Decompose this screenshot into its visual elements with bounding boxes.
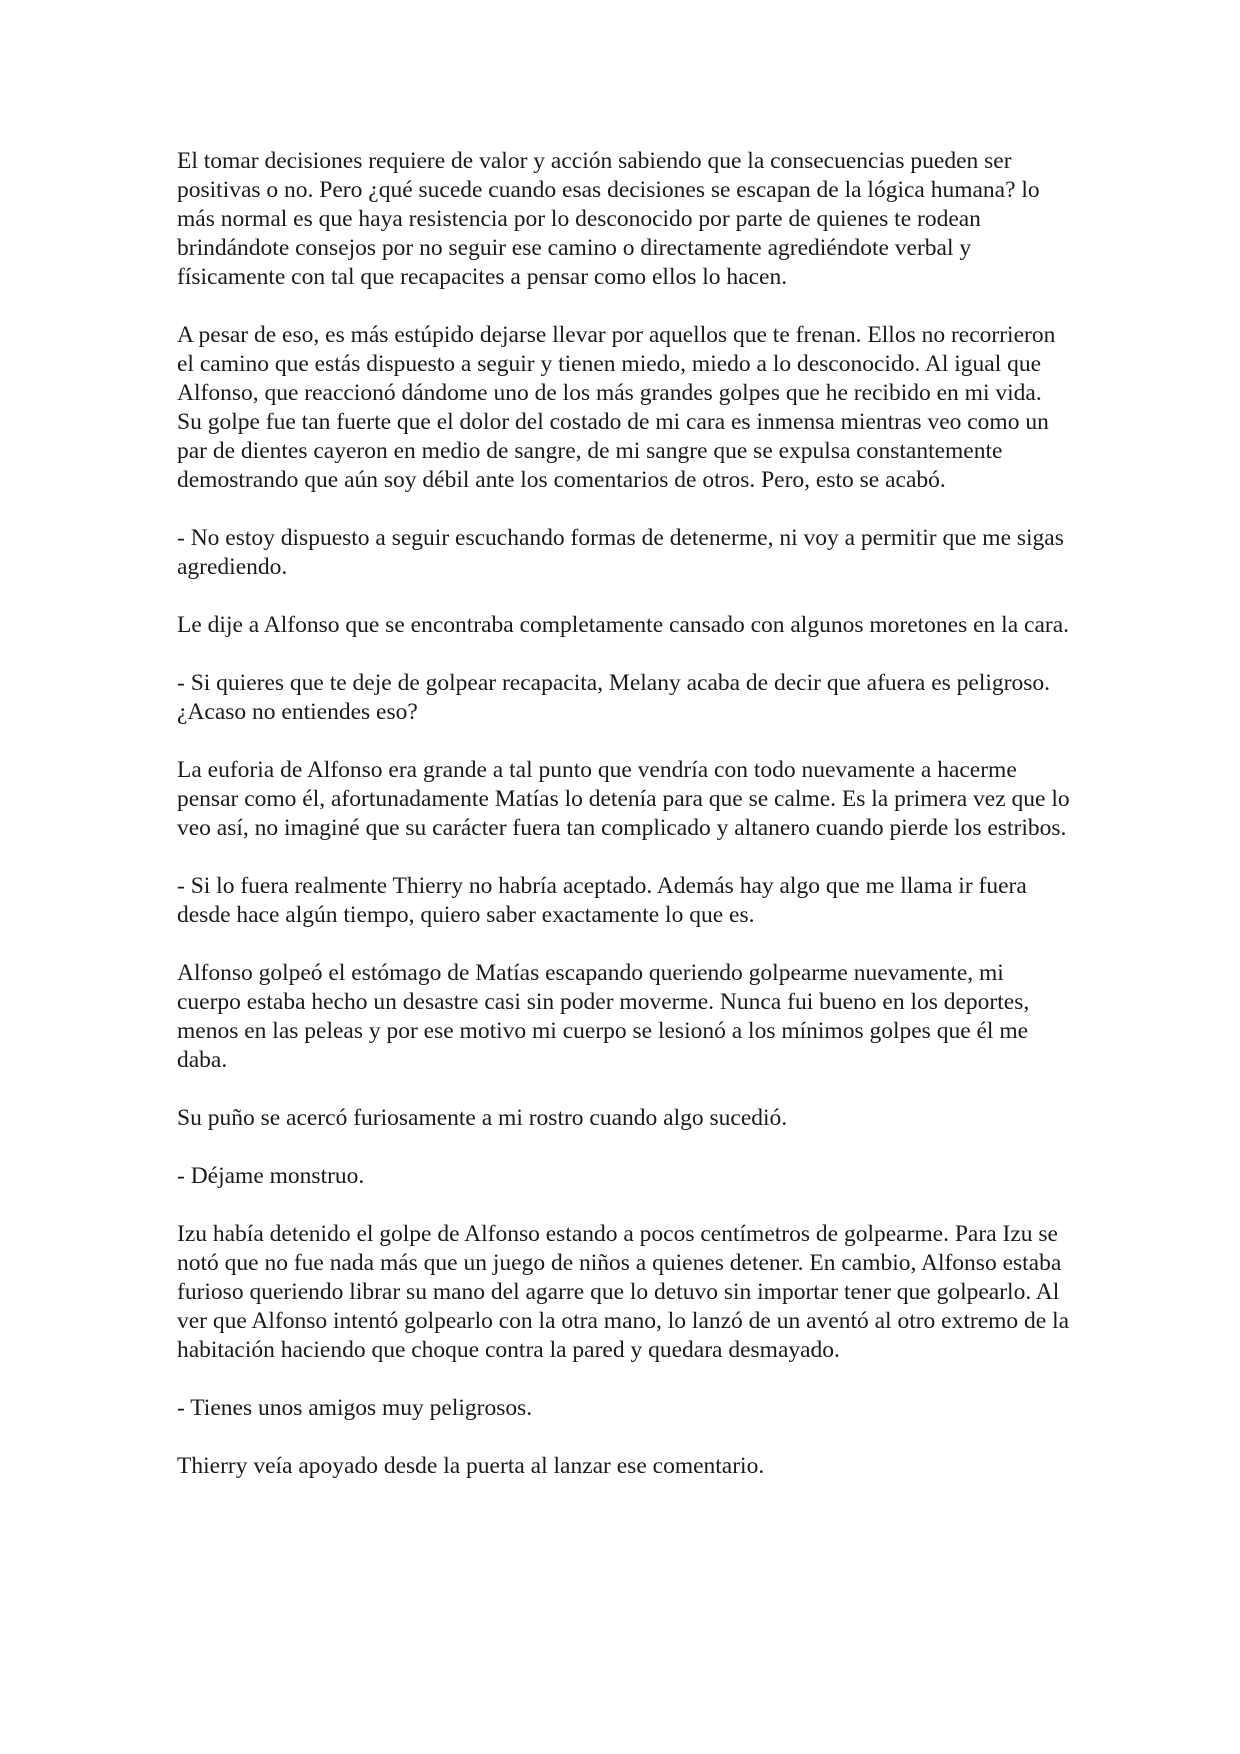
paragraph: Thierry veía apoyado desde la puerta al lanzar ese comentario. (177, 1453, 765, 1479)
dialogue-line: - Déjame monstruo. (177, 1163, 365, 1189)
paragraph: Izu había detenido el golpe de Alfonso estando a pocos centímetros de golpearme. Para Izu se notó que no fue nada más que un juego de niños a quienes detener. En cambio, Alfonso estaba furioso queriendo librar su mano del agarre que lo detuvo sin importar tener que golpearlo. Al ver que Alfonso intentó golpearlo con la otra mano, lo lanzó de un aventó al otro extremo de la habitación haciendo que choque contra la pared y quedara desmayado. (177, 1221, 1070, 1363)
dialogue-line: - Tienes unos amigos muy peligrosos. (177, 1395, 533, 1421)
dialogue-line: - Si quieres que te deje de golpear recapacita, Melany acaba de decir que afuera es peligroso. ¿Acaso no entiendes eso? (177, 670, 1050, 725)
paragraph: Le dije a Alfonso que se encontraba completamente cansado con algunos moretones en la cara. (177, 612, 1070, 638)
paragraph: El tomar decisiones requiere de valor y acción sabiendo que la consecuencias pueden ser positivas o no. Pero ¿qué sucede cuando esas decisiones se escapan de la lógica humana? lo más normal es que haya resistencia por lo desconocido por parte de quienes te rodean brindándote consejos por no seguir ese camino o directamente agrediéndote verbal y físicamente con tal que recapacites a pensar como ellos lo hacen. (177, 148, 1040, 290)
paragraph: Su puño se acercó furiosamente a mi rostro cuando algo sucedió. (177, 1105, 788, 1131)
document-body (177, 147, 1072, 1481)
paragraph: La euforia de Alfonso era grande a tal punto que vendría con todo nuevamente a hacerme pensar como él, afortunadamente Matías lo detenía para que se calme. Es la primera vez que lo veo así, no imaginé que su carácter fuera tan complicado y altanero cuando pierde los estribos. (177, 757, 1070, 841)
paragraph: Alfonso golpeó el estómago de Matías escapando queriendo golpearme nuevamente, mi cuerpo estaba hecho un desastre casi sin poder moverme. Nunca fui bueno en los deportes, menos en las peleas y por ese motivo mi cuerpo se lesionó a los mínimos golpes que él me daba. (177, 960, 1030, 1073)
dialogue-line: - No estoy dispuesto a seguir escuchando formas de detenerme, ni voy a permitir que me sigas agrediendo. (177, 525, 1064, 580)
dialogue-line: - Si lo fuera realmente Thierry no habría aceptado. Además hay algo que me llama ir fuera desde hace algún tiempo, quiero saber exactamente lo que es. (177, 873, 1027, 928)
paragraph: A pesar de eso, es más estúpido dejarse llevar por aquellos que te frenan. Ellos no recorrieron el camino que estás dispuesto a seguir y tienen miedo, miedo a lo desconocido. Al igual que Alfonso, que reaccionó dándome uno de los más grandes golpes que he recibido en mi vida. Su golpe fue tan fuerte que el dolor del costado de mi cara es inmensa mientras veo como un par de dientes cayeron en medio de sangre, de mi sangre que se expulsa constantemente demostrando que aún soy débil ante los comentarios de otros. Pero, esto se acabó. (177, 322, 1056, 493)
